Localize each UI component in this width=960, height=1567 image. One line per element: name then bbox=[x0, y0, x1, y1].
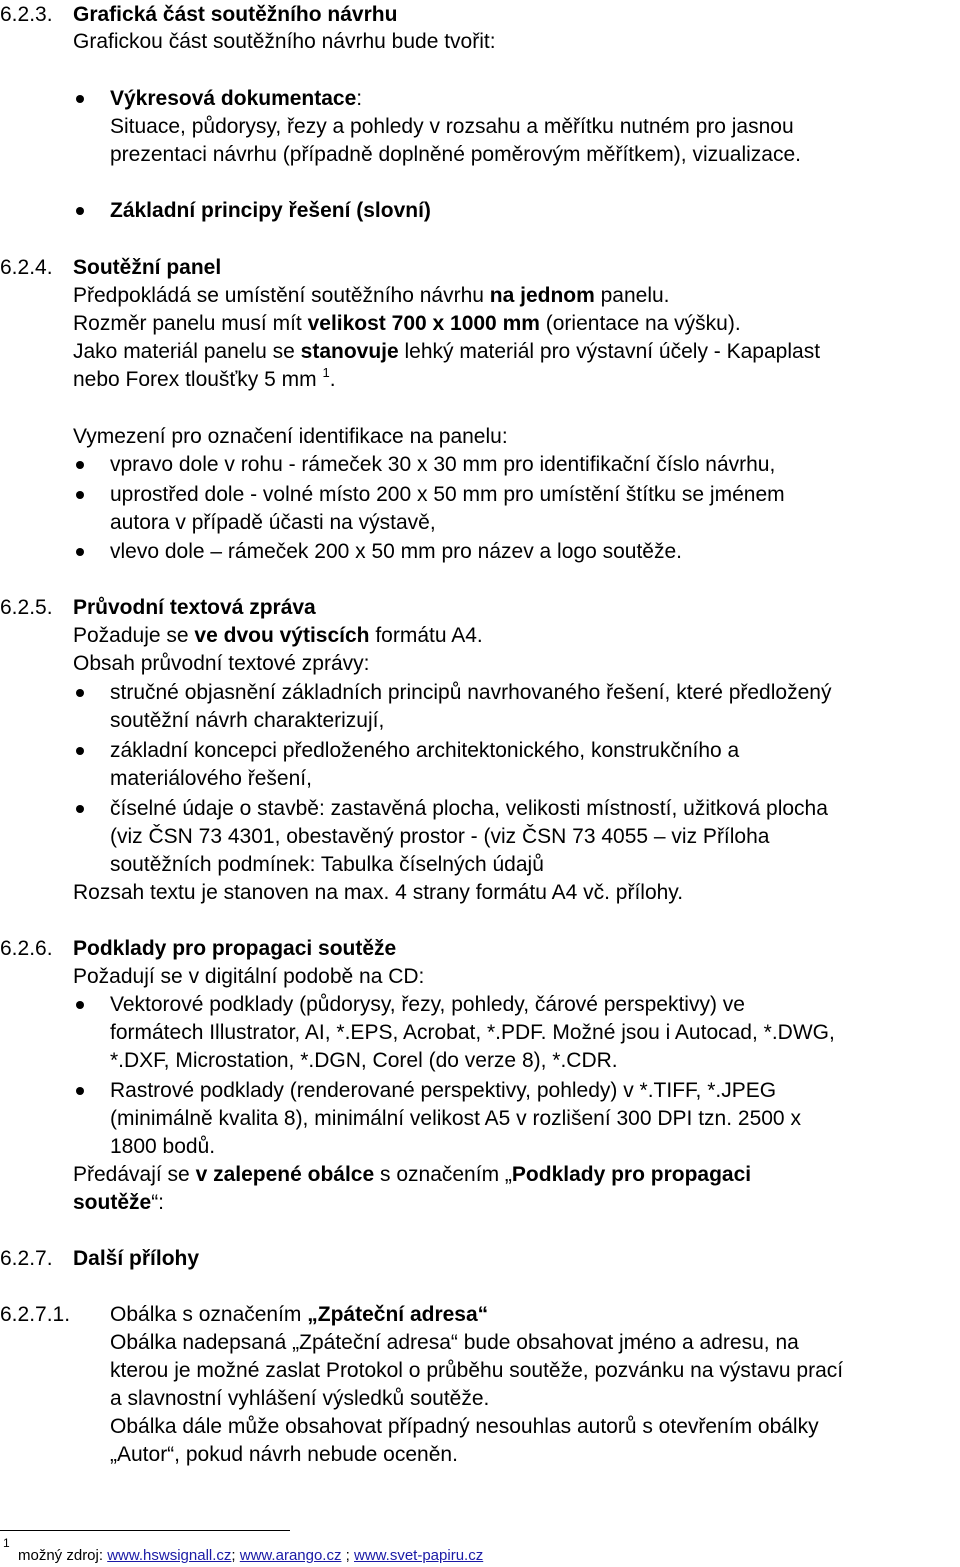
section-title: Soutěžní panel bbox=[73, 256, 222, 279]
list-item: vpravo dole v rohu - rámeček 30 x 30 mm pro identifikační číslo návrhu, bbox=[110, 453, 776, 476]
list-item-line: soutěžní návrh charakterizují, bbox=[110, 709, 385, 732]
section-title: Průvodní textová zpráva bbox=[73, 596, 316, 619]
list-item: uprostřed dole - volné místo 200 x 50 mm pro umístění štítku se jménem bbox=[110, 483, 785, 506]
list-item-line: (viz ČSN 73 4301, obestavěný prostor - (viz ČSN 73 4055 – viz Příloha bbox=[110, 825, 770, 848]
bullet-icon bbox=[76, 747, 84, 755]
section-title: Podklady pro propagaci soutěže bbox=[73, 937, 397, 960]
paragraph-line: Obálka dále může obsahovat případný nesouhlas autorů s otevřením obálky bbox=[110, 1415, 819, 1438]
list-item-line: Situace, půdorysy, řezy a pohledy v rozsahu a měřítku nutném pro jasnou bbox=[110, 115, 794, 138]
bullet-icon bbox=[76, 1001, 84, 1009]
section-title: Další přílohy bbox=[73, 1247, 200, 1270]
paragraph: Rozsah textu je stanoven na max. 4 strany formátu A4 vč. přílohy. bbox=[73, 881, 684, 904]
bullet-icon bbox=[76, 689, 84, 697]
footnote-link[interactable]: www.svet-papiru.cz bbox=[354, 1547, 484, 1564]
list-item: vlevo dole – rámeček 200 x 50 mm pro název a logo soutěže. bbox=[110, 540, 682, 563]
list-item-line: formátech Illustrator, AI, *.EPS, Acrobat, *.PDF. Možné jsou i Autocad, *.DWG, bbox=[110, 1021, 835, 1044]
list-item: číselné údaje o stavbě: zastavěná plocha, velikosti místností, užitková plocha bbox=[110, 797, 828, 820]
list-item: stručné objasnění základních principů navrhovaného řešení, které předložený bbox=[110, 681, 832, 704]
paragraph: soutěže“: bbox=[73, 1191, 165, 1214]
paragraph-line: „Autor“, pokud návrh nebude oceněn. bbox=[110, 1443, 458, 1466]
footnote-link[interactable]: www.arango.cz bbox=[239, 1547, 342, 1564]
paragraph: Obsah průvodní textové zprávy: bbox=[73, 652, 370, 675]
bullet-icon bbox=[76, 491, 84, 499]
bullet-icon bbox=[76, 805, 84, 813]
bullet-icon bbox=[76, 207, 84, 215]
list-item-line: soutěžních podmínek: Tabulka číselných údajů bbox=[110, 853, 544, 876]
list-item: Základní principy řešení (slovní) bbox=[110, 199, 431, 222]
list-item: Vektorové podklady (půdorysy, řezy, pohledy, čárové perspektivy) ve bbox=[110, 993, 745, 1016]
paragraph: Jako materiál panelu se stanovuje lehký materiál pro výstavní účely - Kapaplast bbox=[73, 340, 821, 363]
paragraph: Vymezení pro označení identifikace na panelu: bbox=[73, 425, 508, 448]
paragraph-line: a slavnostní vyhlášení výsledků soutěže. bbox=[110, 1387, 490, 1410]
section-number: 6.2.4. bbox=[0, 256, 53, 279]
paragraph: Předpokládá se umístění soutěžního návrhu na jednom panelu. bbox=[73, 284, 670, 307]
footnote: možný zdroj: www.hswsignall.cz; www.arango.cz ; www.svet-papiru.cz bbox=[18, 1547, 484, 1564]
list-item-line: 1800 bodů. bbox=[110, 1135, 216, 1158]
list-item: základní koncepci předloženého architektonického, konstrukčního a bbox=[110, 739, 740, 762]
paragraph: nebo Forex tloušťky 5 mm $^1$. bbox=[73, 365, 336, 391]
section-number: 6.2.7. bbox=[0, 1247, 53, 1270]
list-item-line: *.DXF, Microstation, *.DGN, Corel (do verze 8), *.CDR. bbox=[110, 1049, 618, 1072]
paragraph: Požaduje se ve dvou výtiscích formátu A4. bbox=[73, 624, 483, 647]
paragraph: Grafickou část soutěžního návrhu bude tvořit: bbox=[73, 30, 496, 53]
section-number: 6.2.6. bbox=[0, 937, 53, 960]
list-item-line: (minimálně kvalita 8), minimální velikost A5 v rozlišení 300 DPI tzn. 2500 x bbox=[110, 1107, 801, 1130]
bullet-icon bbox=[76, 461, 84, 469]
footnote-number: 1 bbox=[3, 1536, 10, 1550]
footnote-link[interactable]: www.hswsignall.cz bbox=[107, 1547, 232, 1564]
section-title: Obálka s označením „Zpáteční adresa“ bbox=[110, 1303, 489, 1326]
bullet-icon bbox=[76, 1087, 84, 1095]
footnote-ref: 1 bbox=[322, 365, 330, 380]
paragraph-line: Obálka nadepsaná „Zpáteční adresa“ bude obsahovat jméno a adresu, na bbox=[110, 1331, 799, 1354]
section-number: 6.2.3. bbox=[0, 3, 53, 26]
list-item: Rastrové podklady (renderované perspektivy, pohledy) v *.TIFF, *.JPEG bbox=[110, 1079, 777, 1102]
bullet-icon bbox=[76, 548, 84, 556]
list-item-line: prezentaci návrhu (případně doplněné poměrovým měřítkem), vizualizace. bbox=[110, 143, 802, 166]
paragraph-line: kterou je možné zaslat Protokol o průběhu soutěže, pozvánku na výstavu prací bbox=[110, 1359, 844, 1382]
section-number: 6.2.5. bbox=[0, 596, 53, 619]
section-number: 6.2.7.1. bbox=[0, 1303, 71, 1326]
list-item: Výkresová dokumentace: bbox=[110, 87, 363, 110]
list-item-line: materiálového řešení, bbox=[110, 767, 312, 790]
section-title: Grafická část soutěžního návrhu bbox=[73, 3, 398, 26]
paragraph: Rozměr panelu musí mít velikost 700 x 1000 mm (orientace na výšku). bbox=[73, 312, 741, 335]
paragraph: Předávají se v zalepené obálce s označením „Podklady pro propagaci bbox=[73, 1163, 752, 1186]
footnote-divider bbox=[0, 1530, 290, 1531]
paragraph: Požadují se v digitální podobě na CD: bbox=[73, 965, 425, 988]
bullet-icon bbox=[76, 95, 84, 103]
list-item-line: autora v případě účasti na výstavě, bbox=[110, 511, 436, 534]
